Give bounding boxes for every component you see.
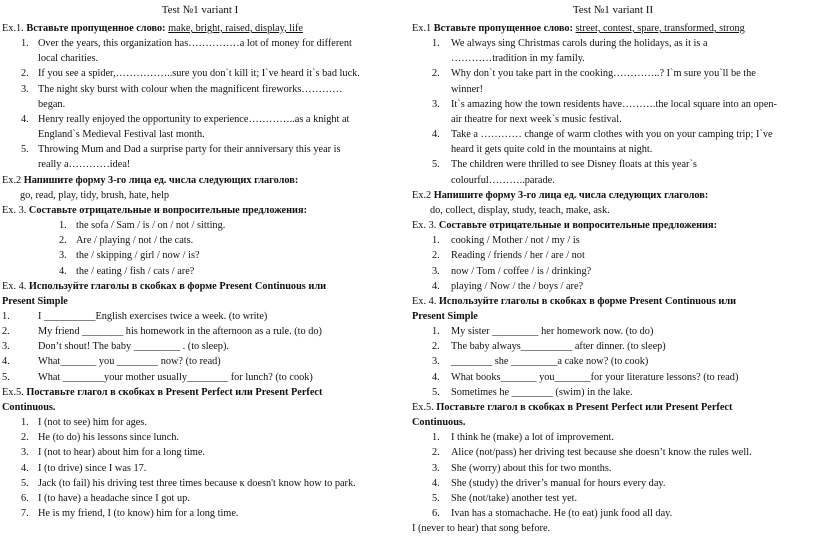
item-text: She (study) the driver’s manual for hours every day.: [451, 477, 666, 489]
item-text: Ivan has a stomachache. He (to eat) junk food all day.: [451, 508, 673, 519]
list-item: [2, 324, 398, 339]
variant-1-title: Test №1 variant I: [161, 4, 239, 16]
exercise-number: Ex.5.: [2, 386, 24, 398]
item-number: 4.: [21, 113, 29, 125]
item-text: What ________your mother usually________ for lunch? (to cook): [38, 371, 313, 383]
item-number: 2.: [432, 341, 440, 353]
item-text: She (not/take) another test yet.: [451, 492, 578, 504]
exercise-3-heading: [2, 203, 398, 218]
item-text: Jack (to fail) his driving test three times because к doesn't know how to park.: [38, 477, 356, 489]
list-item: [2, 218, 398, 233]
item-text: My sister _________ her homework now. (to do): [451, 326, 654, 338]
exercise-1-heading: [2, 21, 398, 36]
item-number: 3.: [432, 462, 440, 474]
item-text: Throwing Mum and Dad a surprise party for their anniversary this year is: [38, 144, 341, 156]
list-item: [412, 279, 814, 294]
item-text: He is my friend, I (to know) him for a long time.: [38, 508, 239, 519]
list-item: [2, 264, 398, 279]
item-number: 5.: [21, 144, 29, 156]
exercise-instruction: Используйте глаголы в скобках в форме Present Continuous или: [28, 280, 327, 292]
exercise-3-heading: [412, 218, 814, 233]
exercise-instruction: Используйте глаголы в скобках в форме Present Continuous или: [438, 295, 737, 307]
item-text: The children were thrilled to see Disney floats at this year`s: [451, 159, 697, 171]
exercise-2-heading: [412, 188, 814, 203]
item-number: 1.: [432, 38, 440, 50]
exercise-instruction: Вставьте пропущенное слово:: [26, 23, 166, 34]
item-text: …………tradition in my family.: [451, 53, 585, 65]
exercise-number: Ex. 3.: [2, 204, 27, 216]
item-text: now / Tom / coffee / is / drinking?: [451, 265, 592, 277]
list-item: [412, 476, 814, 491]
exercise-number: Ex.2: [412, 189, 432, 201]
item-number: 1.: [432, 326, 440, 338]
exercise-5-last-sentence: I (never to hear) that song before.: [412, 523, 551, 535]
exercise-4-list: [2, 309, 398, 385]
variant-2-title: Test №1 variant II: [572, 4, 654, 16]
exercise-number: Ex. 4.: [2, 280, 27, 292]
exercise-4-list: [412, 324, 814, 400]
list-item: [412, 339, 814, 354]
item-text: the / eating / fish / cats / are?: [76, 265, 195, 277]
item-number: 4.: [59, 265, 67, 277]
exercise-instruction: Present Simple: [412, 310, 478, 322]
list-item: [412, 66, 814, 96]
item-number: 5.: [432, 386, 440, 398]
item-number: 3.: [432, 265, 440, 277]
exercise-instruction: Вставьте пропущенное слово:: [433, 23, 573, 34]
item-text: colourful………..parade.: [451, 174, 555, 186]
item-text: I (to drive) since I was 17.: [38, 462, 147, 474]
word-bank: street, contest, spare, transformed, strong: [575, 23, 745, 34]
exercise-instruction: Поставьте глагол в скобках в Present Perfect или Present Perfect: [436, 401, 733, 413]
list-item: [2, 370, 398, 385]
item-number: 2.: [432, 250, 440, 262]
item-number: 2.: [432, 447, 440, 459]
exercise-number: Ex.1.: [2, 23, 24, 34]
item-number: 4.: [21, 462, 29, 474]
item-text: Henry really enjoyed the opportunity to experience…………..as a knight at: [38, 113, 350, 125]
exercise-5-heading: [2, 385, 398, 400]
item-text: I (not to hear) about him for a long time.: [38, 447, 205, 459]
list-item: [412, 248, 814, 263]
item-number: 6.: [432, 508, 440, 519]
item-text: We always sing Christmas carols during the holidays, as it is a: [451, 38, 708, 50]
list-item: [2, 476, 398, 491]
exercise-1-list: [2, 36, 398, 172]
item-number: 1.: [21, 417, 29, 429]
list-item: [2, 354, 398, 369]
list-item: [412, 157, 814, 187]
list-item: [2, 233, 398, 248]
item-number: 1.: [59, 220, 67, 232]
list-item: [2, 82, 398, 112]
item-number: 1.: [432, 432, 440, 444]
list-item: [2, 248, 398, 263]
item-text: She (worry) about this for two months.: [451, 462, 612, 474]
exercise-5-list: [412, 430, 814, 521]
item-number: 1.: [432, 235, 440, 247]
list-item: [2, 491, 398, 506]
item-text: What books_______ you_______for your literature lessons? (to read): [451, 371, 739, 383]
variant-1-column: [2, 0, 398, 521]
item-text: Don’t shout! The baby _________ . (to sleep).: [38, 341, 229, 353]
exercise-2-verbs: do, collect, display, study, teach, make, ask.: [430, 204, 610, 216]
word-bank: make, bright, raised, display, life: [168, 23, 303, 34]
variant-2-column: [412, 0, 814, 536]
item-number: 3.: [21, 447, 29, 459]
exercise-5-heading: [412, 400, 814, 415]
item-text: The night sky burst with colour when the magnificent fireworks…………: [38, 83, 343, 95]
list-item: [412, 36, 814, 66]
list-item: [2, 339, 398, 354]
item-text: local charities.: [38, 53, 99, 65]
item-text: heard it gets quite cold in the mountains at night.: [451, 144, 653, 156]
exercise-1-list: [412, 36, 814, 188]
exercise-3-list: [412, 233, 814, 294]
list-item: [412, 97, 814, 127]
list-item: [412, 370, 814, 385]
item-text: I (not to see) him for ages.: [38, 417, 147, 429]
item-number: 4.: [432, 371, 440, 383]
list-item: [2, 36, 398, 66]
exercise-4-heading: [2, 279, 398, 294]
item-number: 3.: [59, 250, 67, 262]
exercise-5-heading-cont: [2, 400, 398, 415]
item-text: playing / Now / the / boys / are?: [451, 280, 584, 292]
item-text: began.: [38, 98, 66, 110]
item-number: 4.: [432, 129, 440, 141]
item-number: 5.: [2, 371, 10, 383]
item-number: 2.: [21, 432, 29, 444]
exercise-instruction: Составьте отрицательные и вопросительные предложения:: [438, 220, 717, 232]
item-text: I think he (make) a lot of improvement.: [451, 432, 614, 444]
exercise-instruction: Continuous.: [412, 417, 466, 429]
item-number: 7.: [21, 508, 29, 519]
item-text: Reading / friends / her / are / not: [451, 250, 585, 262]
item-text: Sometimes he ________ (swim) in the lake.: [451, 386, 633, 398]
exercise-number: Ex.1: [412, 23, 432, 34]
item-text: really a…………idea!: [38, 159, 131, 171]
item-number: 4.: [432, 280, 440, 292]
item-number: 3.: [432, 356, 440, 368]
exercise-4-heading-cont: [412, 309, 814, 324]
exercise-2-verbs: go, read, play, tidy, brush, hate, help: [20, 189, 170, 201]
exercise-number: Ex. 3.: [412, 220, 437, 232]
list-item: [412, 385, 814, 400]
item-number: 6.: [21, 492, 29, 504]
item-number: 5.: [432, 159, 440, 171]
exercise-3-list: [2, 218, 398, 279]
item-text: My friend ________ his homework in the afternoon as a rule. (to do): [38, 326, 322, 338]
item-text: The baby always__________ after dinner. (to sleep): [451, 341, 666, 353]
list-item: [2, 415, 398, 430]
item-text: Are / playing / not / the cats.: [76, 235, 194, 247]
item-text: England`s Medieval Festival last month.: [38, 129, 205, 141]
exercise-instruction: Напишите форму 3-го лица ед. числа следующих глаголов:: [23, 174, 299, 186]
list-item: [2, 445, 398, 460]
list-item: [412, 264, 814, 279]
list-item: [2, 430, 398, 445]
exercise-2-heading: [2, 173, 398, 188]
exercise-4-heading-cont: [2, 294, 398, 309]
exercise-instruction: Напишите форму 3-го лица ед. числа следующих глаголов:: [433, 189, 709, 201]
item-text: What_______ you ________ now? (to read): [38, 356, 221, 368]
exercise-5-list: [2, 415, 398, 521]
list-item: [412, 324, 814, 339]
list-item: [2, 506, 398, 521]
item-number: 1.: [21, 38, 29, 50]
item-text: the sofa / Sam / is / on / not / sitting.: [76, 220, 226, 232]
item-number: 5.: [432, 492, 440, 504]
item-number: 2.: [59, 235, 67, 247]
item-text: If you see a spider,……………..sure you don`t kill it; I`ve heard it`s bad luck.: [38, 68, 360, 80]
exercise-number: Ex.5.: [412, 401, 434, 413]
list-item: [412, 491, 814, 506]
item-text: ________ she _________a cake now? (to cook): [451, 356, 649, 368]
item-number: 1.: [2, 310, 10, 322]
exercise-1-heading: [412, 21, 814, 36]
item-text: Over the years, this organization has……………a lot of money for different: [38, 38, 352, 50]
item-number: 4.: [432, 477, 440, 489]
list-item: [412, 354, 814, 369]
item-text: He (to do) his lessons since lunch.: [38, 432, 179, 444]
item-text: It`s amazing how the town residents have……….the local square into an open-: [451, 98, 777, 110]
list-item: [412, 461, 814, 476]
item-number: 3.: [21, 83, 29, 95]
list-item: [2, 142, 398, 172]
list-item: [2, 112, 398, 142]
item-number: 2.: [21, 68, 29, 80]
item-text: winner!: [451, 83, 484, 95]
list-item: [412, 506, 814, 521]
exercise-instruction: Present Simple: [2, 295, 68, 307]
item-text: Take a ………… change of warm clothes with you on your camping trip; I`ve: [451, 129, 773, 141]
item-number: 2.: [432, 68, 440, 80]
exercise-5-heading-cont: [412, 415, 814, 430]
exercise-number: Ex. 4.: [412, 295, 437, 307]
item-number: 2.: [2, 326, 10, 338]
item-text: Why don`t you take part in the cooking…………..? I`m sure you`ll be the: [451, 68, 756, 80]
item-text: cooking / Mother / not / my / is: [451, 235, 580, 247]
item-text: air theatre for next week`s music festival.: [451, 113, 622, 125]
item-text: the / skipping / girl / now / is?: [76, 250, 200, 262]
exercise-instruction: Поставьте глагол в скобках в Present Perfect или Present Perfect: [26, 386, 323, 398]
item-text: I __________English exercises twice a week. (to write): [38, 310, 268, 322]
exercise-instruction: Continuous.: [2, 401, 56, 413]
item-number: 3.: [2, 341, 10, 353]
item-text: Alice (not/pass) her driving test because she doesn’t know the rules well.: [451, 447, 752, 459]
exercise-number: Ex.2: [2, 174, 22, 186]
list-item: [2, 461, 398, 476]
item-number: 3.: [432, 98, 440, 110]
list-item: [412, 233, 814, 248]
list-item: [412, 430, 814, 445]
item-text: I (to have) a headache since I got up.: [38, 492, 190, 504]
list-item: [412, 445, 814, 460]
list-item: [2, 309, 398, 324]
item-number: 4.: [2, 356, 10, 368]
list-item: [412, 127, 814, 157]
item-number: 5.: [21, 477, 29, 489]
list-item: [2, 66, 398, 81]
exercise-4-heading: [412, 294, 814, 309]
exercise-instruction: Составьте отрицательные и вопросительные предложения:: [28, 204, 307, 216]
